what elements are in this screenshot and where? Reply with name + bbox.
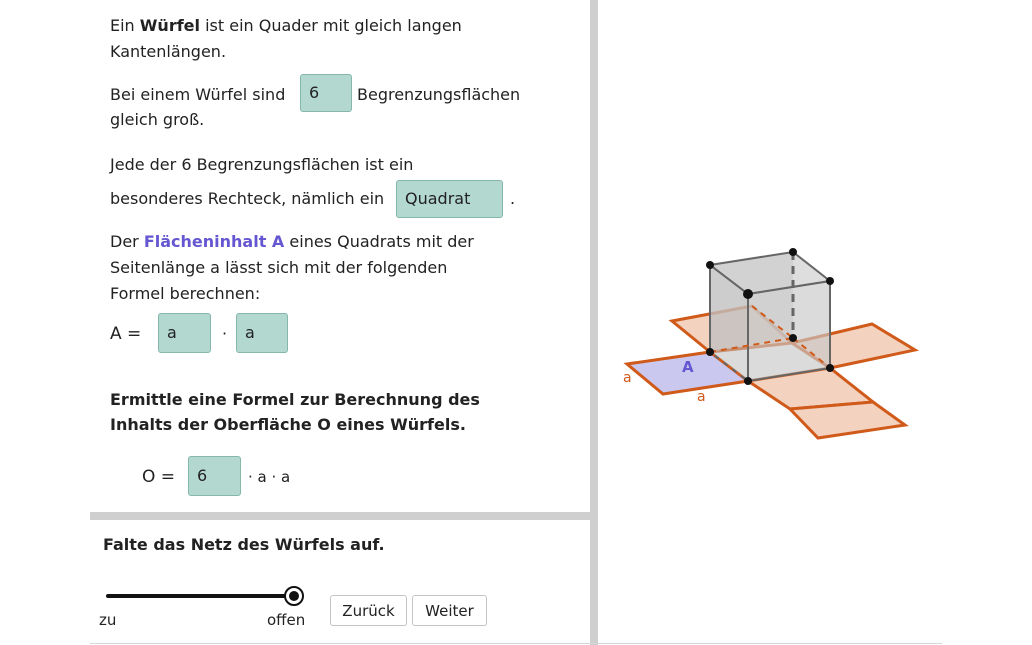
faces-text-pre: Bei einem Würfel sind	[110, 85, 286, 104]
slider-min-label: zu	[99, 611, 117, 629]
faces-answer-field[interactable]: 6	[300, 74, 352, 112]
panel-divider-vertical	[590, 0, 598, 645]
faces-line-2: gleich groß.	[110, 110, 205, 129]
cube-net-diagram	[598, 0, 1032, 645]
task-line-1: Ermittle eine Formel zur Berechnung des	[110, 390, 480, 409]
edge-label-a-left: a	[623, 370, 632, 386]
square-answer-field[interactable]: Quadrat	[396, 180, 503, 218]
faces-text-post: Begrenzungsflächen	[357, 85, 521, 104]
task-line-2: Inhalts der Oberfläche O eines Würfels.	[110, 415, 466, 434]
area-line-1	[110, 230, 474, 254]
cube-vertex	[789, 248, 797, 256]
intro-text-pre: Ein	[110, 16, 140, 35]
cube-vertex	[826, 277, 834, 285]
area-highlight: Flächeninhalt A	[143, 232, 285, 251]
cube-vertex	[826, 364, 834, 372]
surface-formula-label: O =	[142, 467, 176, 487]
cube-vertex	[789, 334, 797, 342]
surface-suffix: · a · a	[248, 468, 291, 486]
area-text-pre: Der	[110, 232, 144, 251]
fold-title: Falte das Netz des Würfels auf.	[103, 535, 385, 554]
next-button[interactable]: Weiter	[412, 595, 487, 626]
area-text-post: eines Quadrats mit der	[284, 232, 474, 251]
net-face-front	[790, 402, 905, 438]
square-period: .	[510, 189, 516, 208]
face-label-A: A	[682, 358, 694, 376]
fold-slider-knob[interactable]	[284, 586, 304, 606]
area-factor-2-field[interactable]: a	[236, 313, 288, 353]
cube-vertex	[706, 261, 714, 269]
area-line-3: Formel berechnen:	[110, 284, 261, 303]
edge-label-a-bottom: a	[697, 389, 706, 405]
area-factor-1-field[interactable]: a	[158, 313, 211, 353]
square-text-pre: besonderes Rechteck, nämlich ein	[110, 189, 385, 208]
back-button[interactable]: Zurück	[330, 595, 407, 626]
intro-line-1	[110, 14, 462, 38]
area-formula-label: A =	[110, 324, 142, 344]
surface-answer-field[interactable]: 6	[188, 456, 241, 496]
square-line-1: Jede der 6 Begrenzungsflächen ist ein	[110, 155, 414, 174]
area-dot: ·	[222, 324, 228, 343]
cube-right-face	[748, 281, 830, 381]
slider-max-label: offen	[267, 611, 306, 629]
intro-line-2: Kantenlängen.	[110, 42, 227, 61]
area-line-2: Seitenlänge a lässt sich mit der folgenden	[110, 258, 448, 277]
intro-bold-word: Würfel	[139, 16, 201, 35]
intro-text-post: ist ein Quader mit gleich langen	[200, 16, 462, 35]
cube-vertex	[706, 348, 714, 356]
panel-divider-horizontal	[90, 512, 590, 520]
cube-vertex	[744, 377, 752, 385]
fold-slider-track[interactable]	[106, 594, 295, 598]
cube-vertex	[743, 289, 753, 299]
